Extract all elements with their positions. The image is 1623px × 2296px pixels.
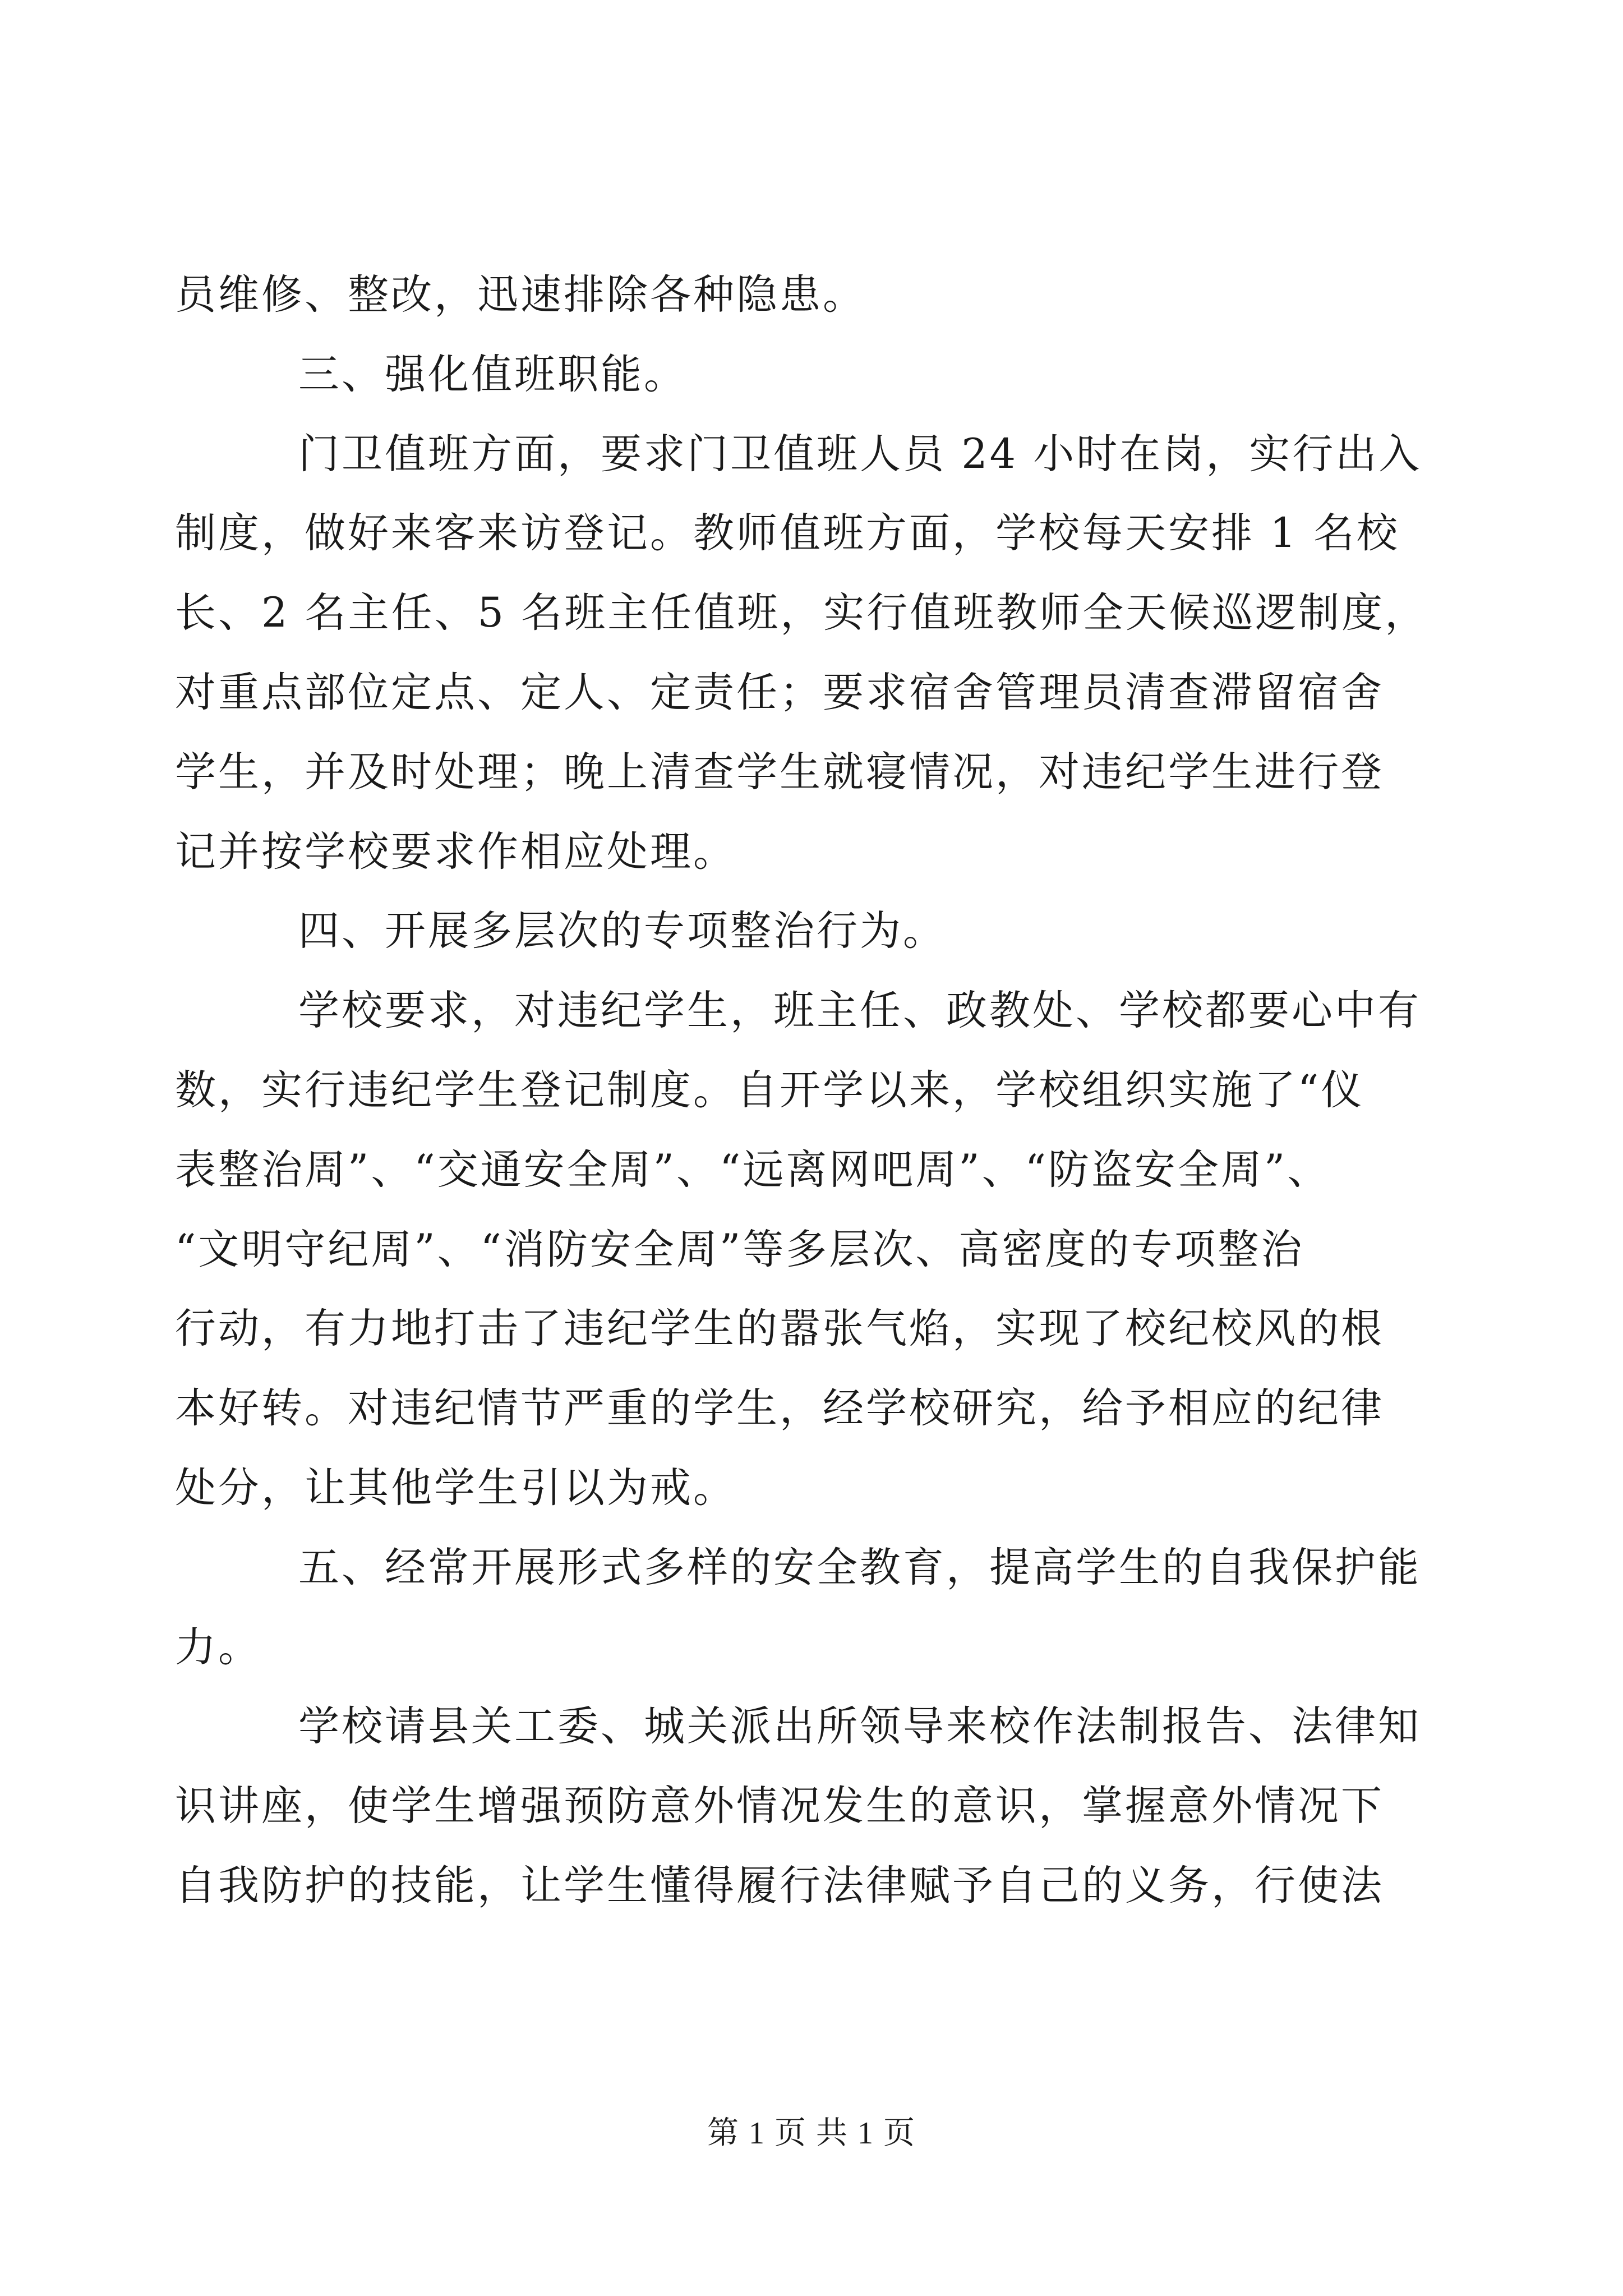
text-line: 门卫值班方面，要求门卫值班人员 24 小时在岗，实行出入 bbox=[298, 430, 1422, 478]
page-footer bbox=[0, 2108, 1623, 2153]
section-heading: 四、开展多层次的专项整治行为。 bbox=[298, 907, 946, 955]
page-number: 第 1 页 共 1 页 bbox=[707, 2116, 916, 2151]
document-body bbox=[175, 255, 1454, 1926]
text-line: 力。 bbox=[175, 1623, 261, 1671]
text-line: 学生，并及时处理；晚上清查学生就寝情况，对违纪学生进行登 bbox=[175, 748, 1384, 796]
text-line: 处分，让其他学生引以为戒。 bbox=[175, 1464, 736, 1512]
section-heading: 五、经常开展形式多样的安全教育，提高学生的自我保护能 bbox=[298, 1543, 1421, 1591]
text-line: 学校要求，对违纪学生，班主任、政教处、学校都要心中有 bbox=[298, 987, 1421, 1035]
text-line: 记并按学校要求作相应处理。 bbox=[175, 827, 736, 876]
text-line: 长、2 名主任、5 名班主任值班，实行值班教师全天候巡逻制度， bbox=[175, 589, 1428, 637]
text-line: 表整治周”、“交通安全周”、“远离网吧周”、“防盗安全周”、 bbox=[175, 1145, 1331, 1194]
text-line: 本好转。对违纪情节严重的学生，经学校研究，给予相应的纪律 bbox=[175, 1384, 1384, 1433]
text-line: 自我防护的技能，让学生懂得履行法律赋予自己的义务，行使法 bbox=[175, 1861, 1384, 1910]
text-line: 制度，做好来客来访登记。教师值班方面，学校每天安排 1 名校 bbox=[175, 509, 1400, 558]
text-line: 行动，有力地打击了违纪学生的嚣张气焰，实现了校纪校风的根 bbox=[175, 1305, 1384, 1353]
text-line: 数，实行违纪学生登记制度。自开学以来，学校组织实施了“仪 bbox=[175, 1066, 1364, 1114]
text-line: 学校请县关工委、城关派出所领导来校作法制报告、法律知 bbox=[298, 1703, 1421, 1751]
text-line: “文明守纪周”、“消防安全周”等多层次、高密度的专项整治 bbox=[175, 1225, 1304, 1273]
section-heading: 三、强化值班职能。 bbox=[298, 350, 687, 398]
text-line: 识讲座，使学生增强预防意外情况发生的意识，掌握意外情况下 bbox=[175, 1782, 1384, 1830]
text-line: 员维修、整改，迅速排除各种隐患。 bbox=[175, 271, 866, 319]
text-line: 对重点部位定点、定人、定责任；要求宿舍管理员清查滞留宿舍 bbox=[175, 668, 1384, 716]
